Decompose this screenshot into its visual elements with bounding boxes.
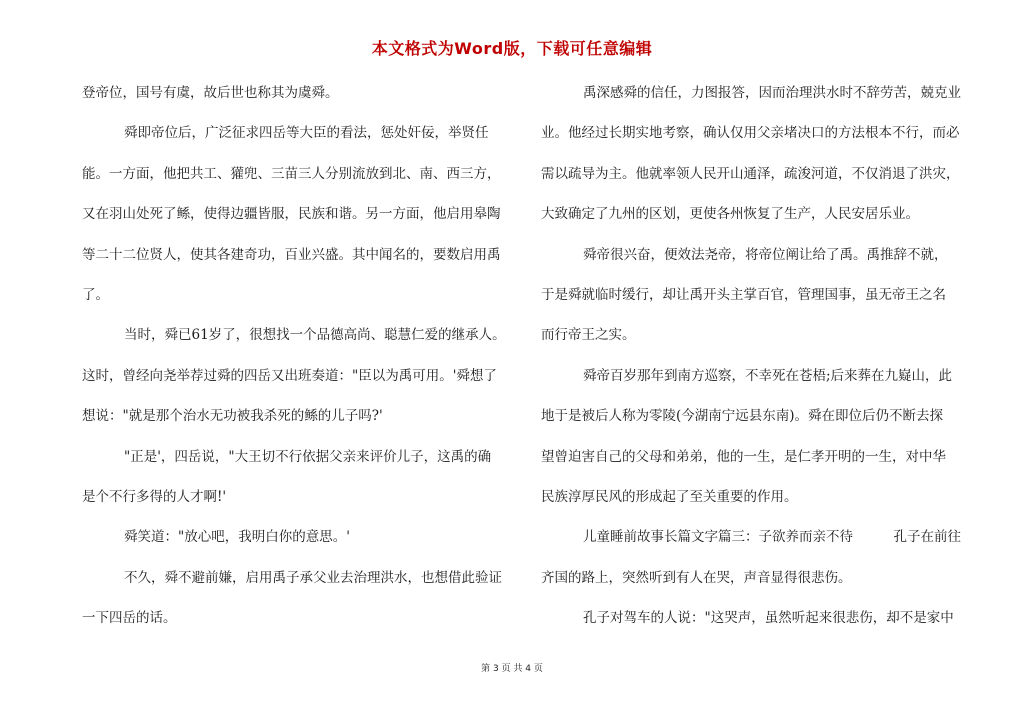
text-line: 孔子对驾车的人说："这哭声，虽然听起来很悲伤，却不是家中 xyxy=(583,610,954,627)
text-line: 民族淳厚民风的形成起了至关重要的作用。 xyxy=(541,488,798,505)
text-line: 舜帝很兴奋，便效法尧帝，将帝位阐让给了禹。禹推辞不就， xyxy=(583,246,948,263)
text-line: 儿童睡前故事长篇文字篇三：子欲养而亲不待 孔子在前往 xyxy=(583,529,961,546)
text-line: 又在羽山处死了鲧，使得边疆皆服，民族和谐。另一方面，他启用皋陶 xyxy=(82,206,501,223)
text-line: 当时，舜已61岁了，很想找一个品德高尚、聪慧仁爱的继承人。 xyxy=(124,327,506,344)
text-line: 舜笑道："放心吧，我明白你的意思。' xyxy=(124,529,350,546)
text-line: 地于是被后人称为零陵(今湖南宁远县东南)。舜在即位后仍不断去探 xyxy=(541,408,944,425)
text-line: 不久，舜不避前嫌，启用禹子承父业去治理洪水，也想借此验证 xyxy=(124,569,502,586)
text-line: 于是舜就临时缓行，却让禹开头主掌百官，管理国事，虽无帝王之名 xyxy=(541,286,946,303)
text-line: 大致确定了九州的区划，更使各州恢复了生产，人民安居乐业。 xyxy=(541,206,919,223)
text-line: 了。 xyxy=(82,286,109,303)
text-line: 禹深感舜的信任，力图报答，因而治理洪水时不辞劳苦，兢克业 xyxy=(583,85,961,101)
page-header: 本文格式为Word版，下载可任意编辑 xyxy=(371,39,653,58)
text-line: 而行帝王之实。 xyxy=(541,327,636,344)
left-column xyxy=(82,80,512,645)
text-line: 望曾迫害自己的父母和弟弟，他的一生，是仁孝开明的一生，对中华 xyxy=(541,448,946,465)
page-footer: 第 3 页 共 4 页 xyxy=(481,664,543,674)
right-column xyxy=(541,80,971,645)
text-line: 需以疏导为主。他就率领人民开山通泽，疏浚河道，不仅消退了洪灾， xyxy=(541,165,960,182)
text-line: 舜帝百岁那年到南方巡察，不幸死在苍梧;后来葬在九嶷山，此 xyxy=(583,367,953,384)
text-line: 舜即帝位后，广泛征求四岳等大臣的看法，惩处奸佞，举贤任 xyxy=(124,125,489,142)
text-line: 想说："就是那个治水无功被我杀死的鲧的儿子吗?' xyxy=(82,408,383,425)
text-line: 等二十二位贤人，使其各建奇功，百业兴盛。其中闻名的，要数启用禹 xyxy=(82,246,501,263)
text-line: 能。一方面，他把共工、獾兜、三苗三人分别流放到北、南、西三方， xyxy=(82,165,501,182)
text-line: 齐国的路上，突然听到有人在哭，声音显得很悲伤。 xyxy=(541,569,852,586)
text-line: 这时，曾经向尧举荐过舜的四岳又出班奏道："臣以为禹可用。'舜想了 xyxy=(82,367,497,384)
text-line: 业。他经过长期实地考察，确认仅用父亲堵决口的方法根本不行，而必 xyxy=(541,125,960,142)
text-line: 登帝位，国号有虞，故后世也称其为虞舜。 xyxy=(82,85,339,101)
text-line: 是个不行多得的人才啊!' xyxy=(82,488,227,505)
text-line: 一下四岳的话。 xyxy=(82,610,177,627)
text-line: "正是'，四岳说，"大王切不行依据父亲来评价儿子，这禹的确 xyxy=(124,448,492,465)
